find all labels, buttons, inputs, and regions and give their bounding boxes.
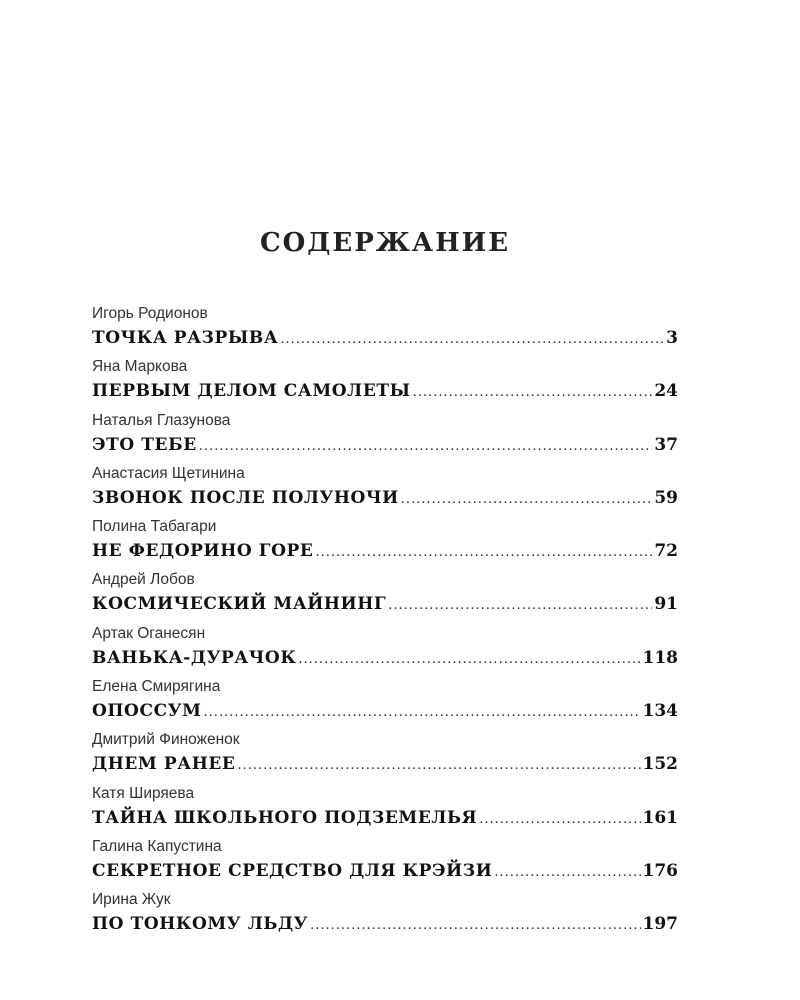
toc-entry xyxy=(92,464,678,517)
toc-line xyxy=(92,911,678,937)
dot-leader xyxy=(388,593,652,617)
toc-page-number: 134 xyxy=(642,701,678,722)
toc-page-number: 118 xyxy=(642,647,678,668)
toc-line xyxy=(92,645,678,671)
toc-line xyxy=(92,591,678,617)
toc-page-number: 91 xyxy=(654,594,678,615)
toc-entry xyxy=(92,677,678,730)
dot-leader xyxy=(401,487,653,511)
toc-title: ТАЙНА ШКОЛЬНОГО ПОДЗЕМЕЛЬЯ xyxy=(92,807,478,828)
toc-author: Ирина Жук xyxy=(92,891,171,909)
toc-title: НЕ ФЕДОРИНО ГОРЕ xyxy=(92,541,314,562)
toc-page-number: 3 xyxy=(666,328,678,348)
dot-leader xyxy=(280,327,664,351)
toc-title: ДНЕМ РАНЕЕ xyxy=(92,754,236,775)
dot-leader xyxy=(237,753,640,777)
toc-line xyxy=(92,325,678,351)
toc-entry xyxy=(92,890,678,943)
toc-entry xyxy=(92,411,678,464)
toc-title: ЭТО ТЕБЕ xyxy=(92,434,197,455)
toc-page-number: 161 xyxy=(642,807,678,828)
toc-entry xyxy=(92,304,678,357)
toc-line xyxy=(92,751,678,777)
toc-title: ОПОССУМ xyxy=(92,701,202,722)
toc-line xyxy=(92,378,678,404)
toc-title: ЗВОНОК ПОСЛЕ ПОЛУНОЧИ xyxy=(92,487,399,508)
toc-author: Дмитрий Финоженок xyxy=(92,731,240,749)
toc-title: ТОЧКА РАЗРЫВА xyxy=(92,328,279,348)
toc-author: Игорь Родионов xyxy=(92,305,208,322)
toc-author: Наталья Глазунова xyxy=(92,411,231,429)
toc-line xyxy=(92,538,678,564)
toc-entry xyxy=(92,837,678,890)
toc-page-number: 24 xyxy=(654,381,678,402)
toc-author: Анастасия Щетинина xyxy=(92,464,245,482)
toc-author: Елена Смирягина xyxy=(92,678,221,696)
toc-entry xyxy=(92,624,678,677)
toc-author: Андрей Лобов xyxy=(92,571,195,589)
toc-page-number: 37 xyxy=(654,434,678,455)
table-of-contents xyxy=(92,304,678,944)
dot-leader xyxy=(199,434,653,458)
toc-title: ПЕРВЫМ ДЕЛОМ САМОЛЕТЫ xyxy=(92,381,411,402)
dot-leader xyxy=(494,860,640,884)
toc-title: ВАНЬКА-ДУРАЧОК xyxy=(92,647,297,668)
toc-title: СЕКРЕТНОЕ СРЕДСТВО ДЛЯ КРЭЙЗИ xyxy=(92,860,493,881)
toc-page-number: 59 xyxy=(654,487,678,508)
dot-leader xyxy=(315,540,652,564)
toc-author: Галина Капустина xyxy=(92,837,222,855)
toc-author: Катя Ширяева xyxy=(92,784,195,802)
page-title: СОДЕРЖАНИЕ xyxy=(259,228,511,258)
toc-entry xyxy=(92,357,678,410)
dot-leader xyxy=(310,913,640,937)
toc-author: Артак Оганесян xyxy=(92,624,206,642)
toc-title: ПО ТОНКОМУ ЛЬДУ xyxy=(92,914,309,935)
toc-page-number: 197 xyxy=(642,914,678,935)
toc-entry xyxy=(92,517,678,570)
toc-page-number: 72 xyxy=(654,541,678,562)
dot-leader xyxy=(479,807,640,831)
toc-entry xyxy=(92,570,678,623)
toc-line xyxy=(92,805,678,831)
toc-line xyxy=(92,485,678,511)
toc-author: Яна Маркова xyxy=(92,358,188,376)
toc-author: Полина Табагари xyxy=(92,518,217,536)
toc-title: КОСМИЧЕСКИЙ МАЙНИНГ xyxy=(92,594,387,615)
toc-entry xyxy=(92,784,678,837)
toc-page-number: 152 xyxy=(642,754,678,775)
toc-entry xyxy=(92,730,678,783)
dot-leader xyxy=(204,700,641,724)
toc-line xyxy=(92,858,678,884)
toc-line xyxy=(92,698,678,724)
toc-line xyxy=(92,432,678,458)
dot-leader xyxy=(298,647,640,671)
dot-leader xyxy=(413,380,653,404)
toc-page-number: 176 xyxy=(642,860,678,881)
